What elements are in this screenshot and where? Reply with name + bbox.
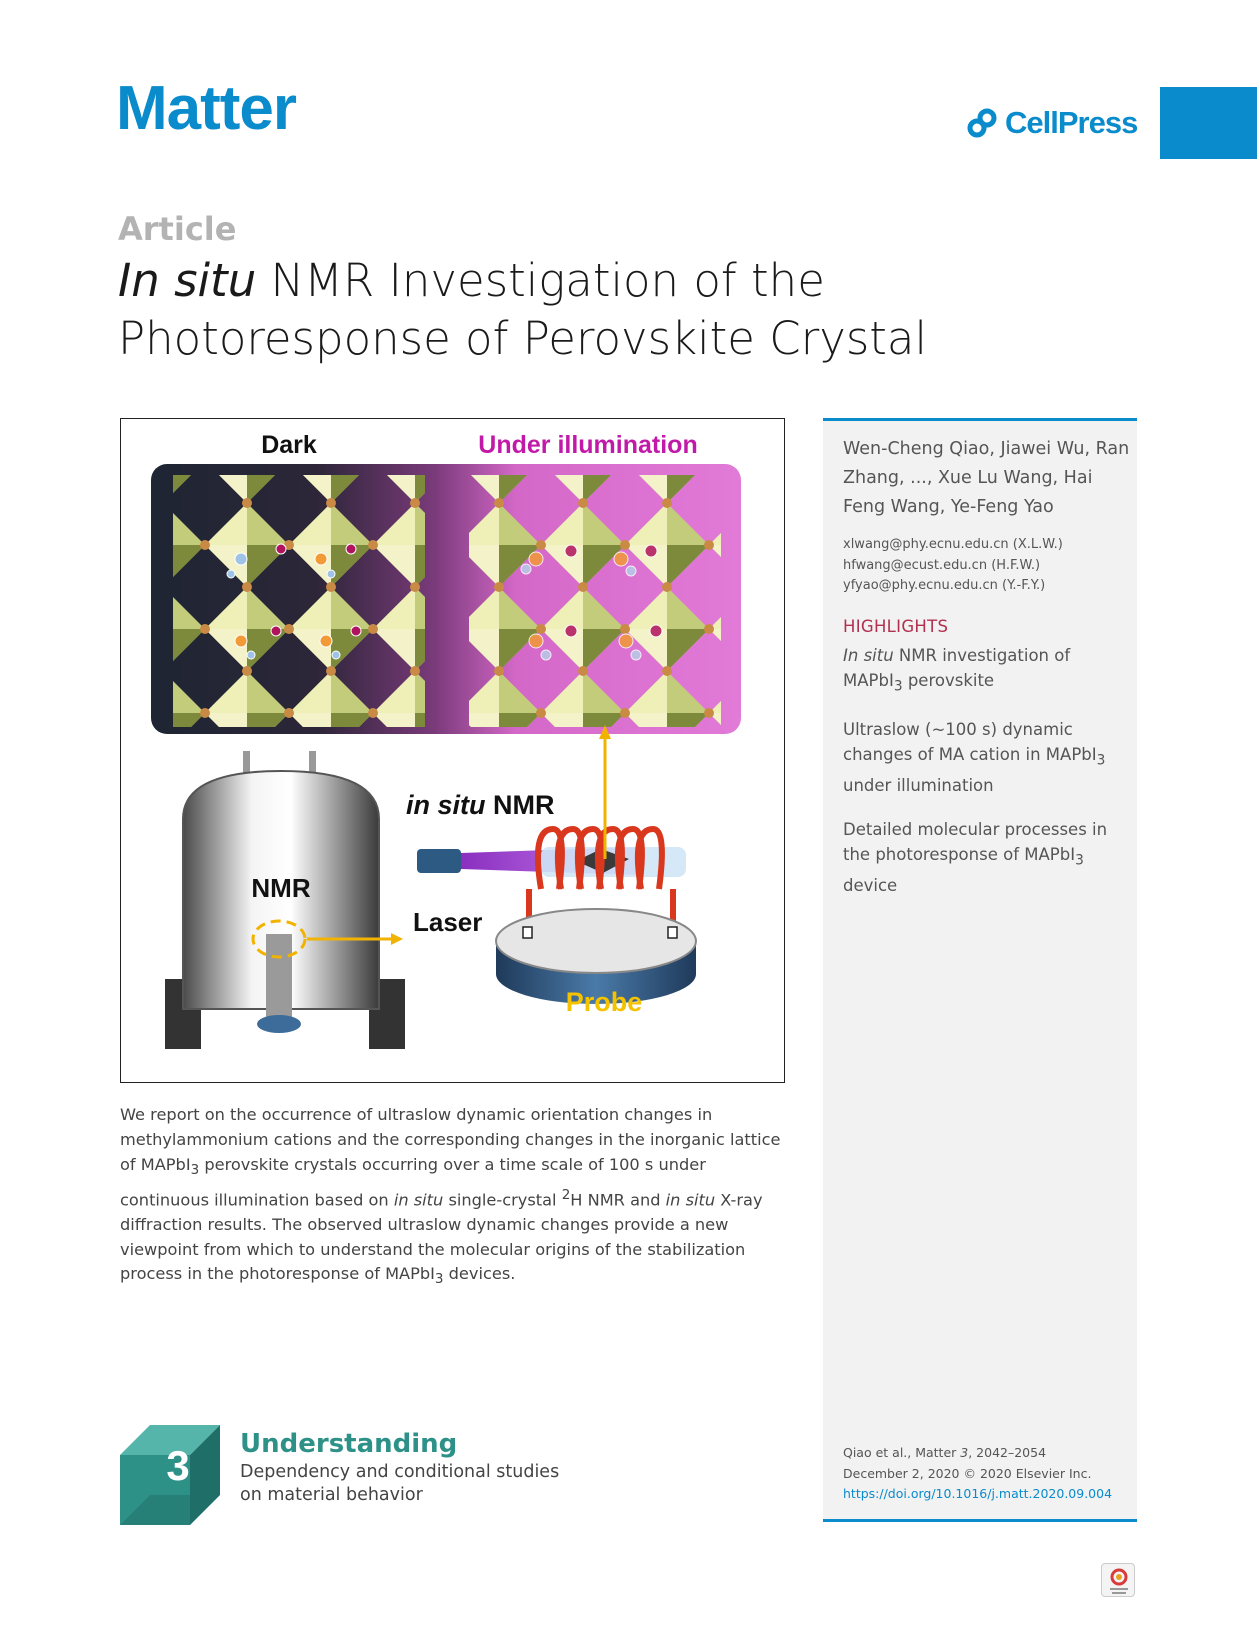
abstract-sub-3: 3 [190, 1161, 200, 1178]
label-probe: Probe [565, 987, 643, 1017]
email-link-hfw[interactable]: hfwang@ecust.edu.cn (H.F.W.) [843, 557, 1041, 573]
category-desc-line1: Dependency and conditional studies [240, 1462, 560, 1482]
article-title [118, 252, 978, 368]
citation-pages: , 2042–2054 [968, 1445, 1047, 1460]
highlight-2-sub: 3 [1096, 752, 1106, 769]
graphical-abstract [120, 418, 785, 1083]
highlight-3-b: device [843, 876, 898, 896]
nmr-sample-base [257, 1015, 301, 1033]
cellpress-icon [965, 106, 999, 140]
highlight-1-b: perovskite [902, 671, 995, 690]
coil-terminal-right [668, 927, 677, 938]
category-number: 3 [166, 1442, 190, 1490]
email-link-xlw[interactable]: xlwang@phy.ecnu.edu.cn (X.L.W.) [843, 537, 1063, 552]
abstract-italic-1: in situ [393, 1190, 444, 1210]
crystal-lattice-dark [173, 475, 425, 727]
citation-authors: Qiao et al., Matter [843, 1445, 961, 1460]
graphical-abstract-svg [121, 419, 783, 1081]
abstract-sub-3b: 3 [434, 1271, 444, 1288]
abstract-sup-2: 2 [561, 1186, 571, 1203]
highlight-1-italic: In situ [843, 646, 894, 665]
citation-block [843, 1443, 1112, 1505]
label-laser: Laser [413, 907, 483, 937]
highlight-2-a: Ultraslow (~100 s) dynamic changes of MA cation in MAPbI [843, 720, 1097, 764]
publication-date: December 2, 2020 © 2020 Elsevier Inc. [843, 1465, 1092, 1481]
title-line1: NMR Investigation of the [256, 254, 825, 307]
crystal-lattice-illuminated [469, 475, 721, 727]
corner-tab [1160, 87, 1257, 159]
label-dark: Dark [261, 431, 317, 459]
abstract-s2: perovskite crystals occurring over a time scale of 100 s under continuous illumination based on [120, 1154, 706, 1210]
abstract-s1: We report on the occurrence of ultraslow dynamic orientation changes in methylammonium cations and the corresponding changes in the inorganic lattice of MAPbI [120, 1105, 781, 1174]
category-badge [120, 1425, 559, 1525]
abstract-s6: devices. [443, 1264, 516, 1284]
title-italic: In situ [118, 254, 257, 307]
arrow-to-laser-head [391, 933, 403, 945]
abstract-s5: X-ray diffraction results. The observed ultraslow dynamic changes provide a new viewpoint from which to understand the molecular origins of the stabilization process in the photoresponse of MAPbI [120, 1190, 763, 1284]
label-in-situ-italic: in situ [406, 790, 486, 820]
check-for-updates-icon [1102, 1564, 1136, 1598]
publisher-logo [965, 105, 1137, 141]
highlights-heading: HIGHLIGHTS [843, 617, 949, 636]
laser-body [417, 849, 461, 873]
citation-line [843, 1443, 1112, 1464]
sidebar [823, 418, 1137, 1522]
category-text [240, 1429, 559, 1525]
highlight-2-b: under illumination [843, 776, 994, 796]
email-link-yfy[interactable]: yfyao@phy.ecnu.edu.cn (Y.-F.Y.) [843, 578, 1046, 593]
probe-base-top [496, 909, 696, 973]
abstract-s4: H NMR and [570, 1190, 666, 1210]
abstract-text [120, 1103, 785, 1292]
cube-icon [120, 1425, 220, 1525]
highlight-1-a: NMR investigation of MAPbI [843, 646, 1071, 690]
highlight-3-sub: 3 [1075, 852, 1084, 869]
label-nmr: NMR [251, 873, 311, 903]
label-in-situ-rest: NMR [485, 790, 555, 820]
category-name: Understanding [240, 1429, 458, 1459]
citation-volume: 3 [960, 1445, 969, 1460]
doi-link[interactable]: https://doi.org/10.1016/j.matt.2020.09.004 [843, 1486, 1113, 1501]
abstract-italic-2: in situ [665, 1190, 716, 1210]
highlight-1-sub: 3 [893, 678, 903, 695]
highlight-item-1 [843, 643, 1128, 699]
label-under-illumination: Under illumination [478, 431, 698, 459]
highlight-item-2 [843, 717, 1128, 798]
highlight-item-3 [843, 817, 1128, 898]
coil-terminal-left [523, 927, 532, 938]
article-type: Article [118, 210, 237, 248]
author-list[interactable]: Wen-Cheng Qiao, Jiawei Wu, Ran Zhang, ..., Xue Lu Wang, Hai Feng Wang, Ye-Feng Yao [843, 439, 1130, 517]
abstract-s3: single-crystal [443, 1190, 562, 1210]
check-for-updates-button[interactable] [1101, 1563, 1135, 1597]
title-line2: Photoresponse of Perovskite Crystal [118, 312, 927, 365]
publisher-name: CellPress [1005, 105, 1138, 140]
email-list [843, 535, 1063, 597]
journal-logo: Matter [116, 74, 297, 143]
label-in-situ-nmr [406, 790, 555, 820]
category-desc-line2: on material behavior [240, 1485, 423, 1505]
highlight-3-a: Detailed molecular processes in the photoresponse of MAPbI [843, 820, 1108, 864]
nmr-sample-tube [266, 934, 292, 1024]
